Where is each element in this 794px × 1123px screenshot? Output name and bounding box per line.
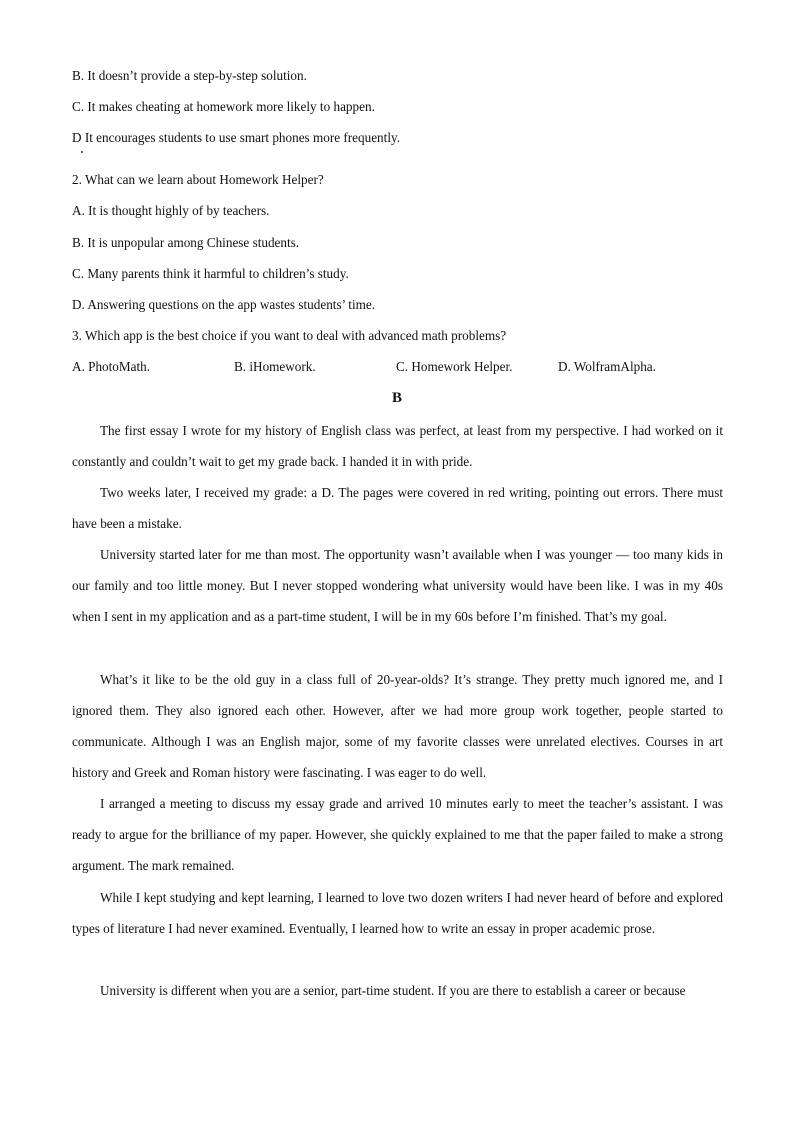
paragraph-2: Two weeks later, I received my grade: a D. The pages were covered in red writing, pointing out errors. There must have been a mistake. [72,485,723,531]
q3-option-a: A. PhotoMath. [72,359,151,374]
q2-option-c: C. Many parents think it harmful to children’s study. [72,266,349,281]
q2-option-a: A. It is thought highly of by teachers. [72,203,270,218]
q3-option-b: B. iHomework. [234,359,316,374]
paragraph-7: University is different when you are a senior, part-time student. If you are there to establish a career or because [100,983,686,998]
q1-option-c: C. It makes cheating at homework more likely to happen. [72,99,375,114]
q1-option-b: B. It doesn’t provide a step-by-step solution. [72,68,307,83]
paragraph-4: What’s it like to be the old guy in a class full of 20-year-olds? It’s strange. They pretty much ignored me, and I ignored them. They also ignored each other. However, after we had more group work together, people started to communicate. Although I was an English major, some of my favorite classes were unrelated electives. Courses in art history and Greek and Roman history were fascinating. I was eager to do well. [72,672,723,780]
q2-option-d: D. Answering questions on the app wastes students’ time. [72,297,376,312]
q2-question: 2. What can we learn about Homework Helper? [72,172,324,187]
paragraph-1: The first essay I wrote for my history of English class was perfect, at least from my perspective. I had worked on it constantly and couldn’t wait to get my grade back. I handed it in with pride. [72,423,723,469]
q3-question: 3. Which app is the best choice if you want to deal with advanced math problems? [72,328,507,343]
section-heading: B [391,390,402,406]
paragraph-6: While I kept studying and kept learning, I learned to love two dozen writers I had never heard of before and explored types of literature I had never examined. Eventually, I learned how to write an essay in proper academic prose. [72,890,723,936]
q3-option-c: C. Homework Helper. [396,359,513,374]
stray-dot-mark [81,151,83,153]
q1-option-d: D It encourages students to use smart phones more frequently. [72,130,401,145]
paragraph-5: I arranged a meeting to discuss my essay grade and arrived 10 minutes early to meet the teacher’s assistant. I was ready to argue for the brilliance of my paper. However, she quickly explained to me that the paper failed to make a strong argument. The mark remained. [72,796,723,873]
q2-option-b: B. It is unpopular among Chinese students. [72,235,300,250]
q3-option-d: D. WolframAlpha. [558,359,656,374]
paragraph-3: University started later for me than most. The opportunity wasn’t available when I was younger — too many kids in our family and too little money. But I never stopped wondering what university would have been like. I was in my 40s when I sent in my application and as a part-time student, I will be in my 60s before I’m finished. That’s my goal. [72,547,723,624]
